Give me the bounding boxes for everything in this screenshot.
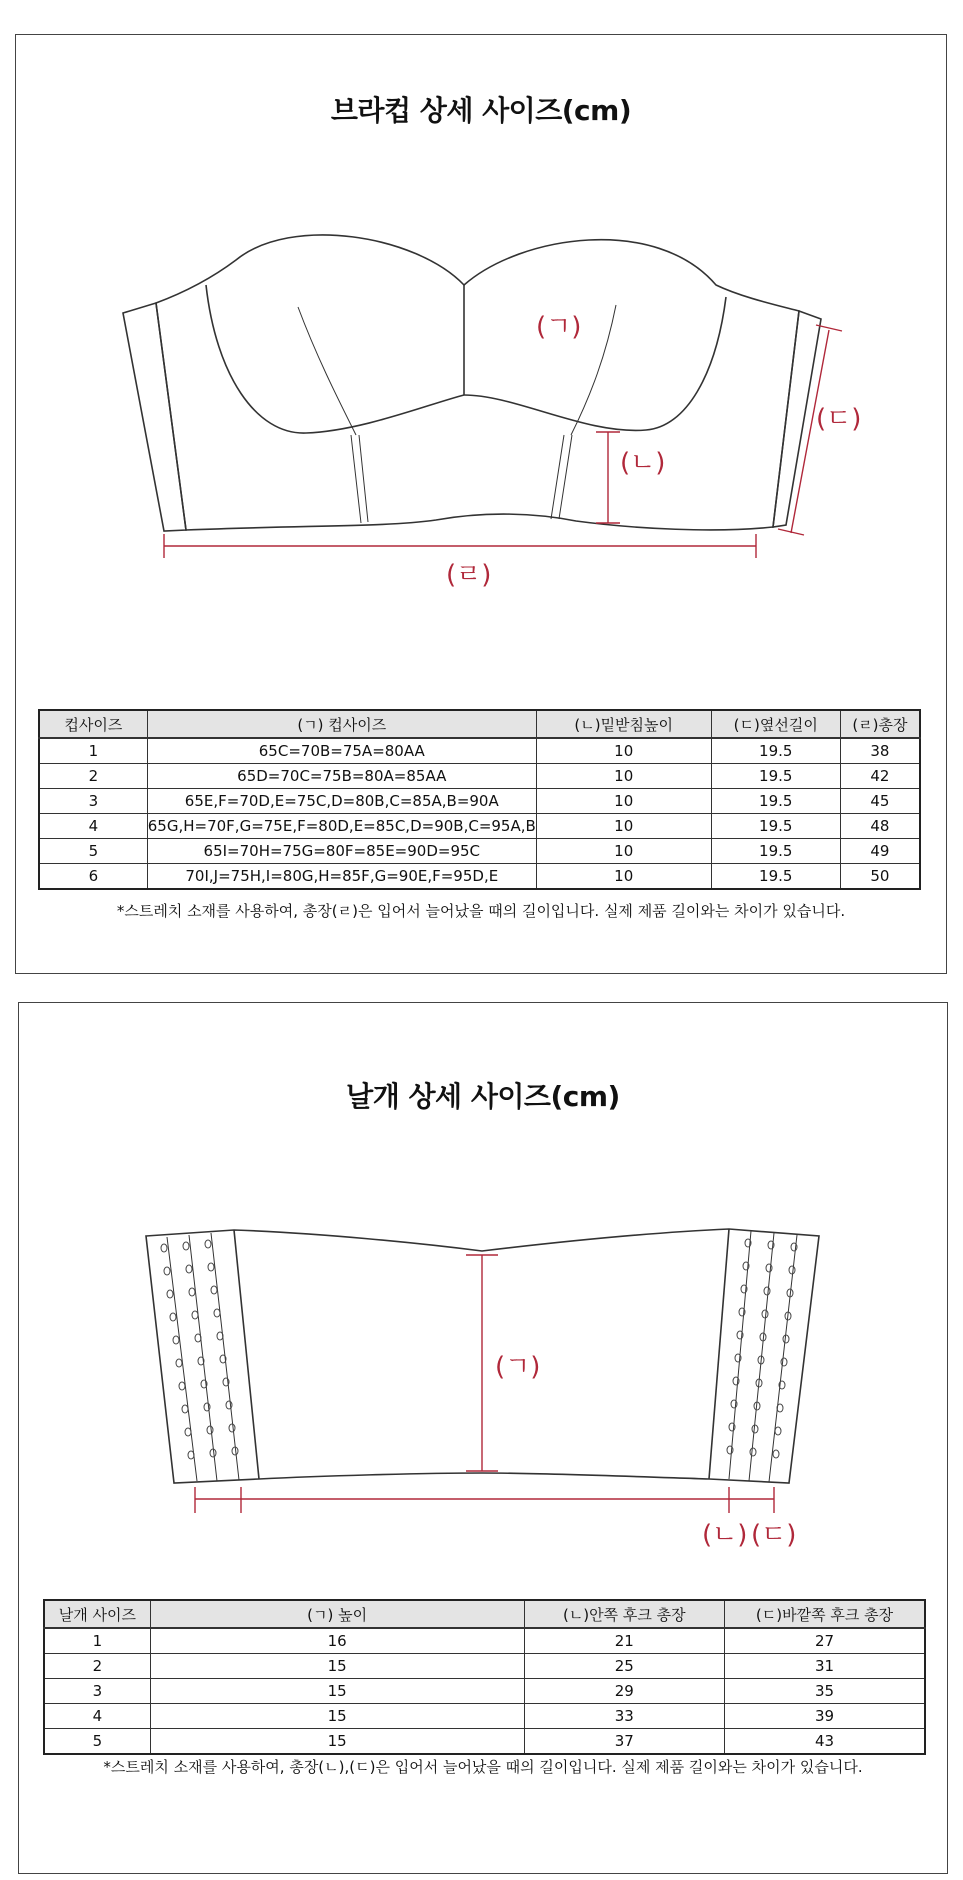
bra-dim-b-line — [596, 432, 620, 523]
bra-header-d: (ㄹ)총장 — [840, 710, 920, 738]
table-cell: 43 — [725, 1729, 925, 1755]
table-cell: 16 — [150, 1628, 524, 1654]
table-cell: 4 — [39, 814, 147, 839]
table-cell: 2 — [44, 1654, 150, 1679]
table-cell: 49 — [840, 839, 920, 864]
bra-right-side-panel — [773, 311, 821, 527]
bra-header-cup-size: 컵사이즈 — [39, 710, 147, 738]
table-cell: 10 — [536, 839, 711, 864]
table-row — [39, 764, 920, 789]
table-cell: 21 — [524, 1628, 724, 1654]
table-cell: 65E,F=70D,E=75C,D=80B,C=85A,B=90A — [147, 789, 536, 814]
wing-dim-bc-line — [195, 1487, 774, 1513]
bra-header-b: (ㄴ)밑받침높이 — [536, 710, 711, 738]
bra-stretch-note: *스트레치 소재를 사용하여, 총장(ㄹ)은 입어서 늘어났을 때의 길이입니다. 실제 제품 길이와는 차이가 있습니다. — [116, 902, 846, 920]
table-cell: 5 — [44, 1729, 150, 1755]
table-row — [39, 814, 920, 839]
table-cell: 27 — [725, 1628, 925, 1654]
table-cell: 50 — [840, 864, 920, 890]
table-cell: 65I=70H=75G=80F=85E=90D=95C — [147, 839, 536, 864]
table-cell: 15 — [150, 1654, 524, 1679]
table-cell: 45 — [840, 789, 920, 814]
bra-table-header-row — [39, 710, 920, 738]
table-row — [44, 1679, 925, 1704]
table-row — [44, 1628, 925, 1654]
wing-label-c: (ㄷ) — [751, 1520, 797, 1550]
table-cell: 2 — [39, 764, 147, 789]
table-cell: 48 — [840, 814, 920, 839]
table-cell: 31 — [725, 1654, 925, 1679]
table-cell: 10 — [536, 814, 711, 839]
bra-left-cup-inner — [298, 307, 356, 435]
wing-header-a: (ㄱ) 높이 — [150, 1600, 524, 1628]
table-cell: 6 — [39, 864, 147, 890]
bra-left-cup-curve — [206, 285, 464, 433]
table-cell: 19.5 — [711, 864, 840, 890]
table-cell: 19.5 — [711, 814, 840, 839]
wing-dim-a-line — [466, 1255, 498, 1471]
table-cell: 42 — [840, 764, 920, 789]
wing-header-c: (ㄷ)바깥쪽 후크 총장 — [725, 1600, 925, 1628]
table-row — [44, 1704, 925, 1729]
table-cell: 33 — [524, 1704, 724, 1729]
table-cell: 5 — [39, 839, 147, 864]
wing-size-title: 날개 상세 사이즈(cm) — [346, 1080, 620, 1113]
bra-header-a: (ㄱ) 컵사이즈 — [147, 710, 536, 738]
table-cell: 65D=70C=75B=80A=85AA — [147, 764, 536, 789]
table-row — [39, 789, 920, 814]
table-cell: 19.5 — [711, 839, 840, 864]
wing-diagram — [19, 1003, 947, 1563]
bra-right-cup-curve — [464, 297, 726, 430]
table-cell: 10 — [536, 738, 711, 764]
table-cell: 15 — [150, 1704, 524, 1729]
bra-size-table — [38, 709, 921, 890]
table-cell: 65G,H=70F,G=75E,F=80D,E=85C,D=90B,C=95A,B — [147, 814, 536, 839]
wing-header-size: 날개 사이즈 — [44, 1600, 150, 1628]
bra-size-panel — [15, 34, 947, 974]
table-cell: 15 — [150, 1679, 524, 1704]
table-cell: 3 — [44, 1679, 150, 1704]
table-row — [44, 1654, 925, 1679]
table-row — [44, 1729, 925, 1755]
bra-right-boning — [551, 435, 572, 519]
bra-label-a: (ㄱ) — [536, 312, 582, 342]
table-row — [39, 864, 920, 890]
table-cell: 38 — [840, 738, 920, 764]
bra-dim-d-line — [164, 534, 756, 558]
table-cell: 4 — [44, 1704, 150, 1729]
table-cell: 70I,J=75H,I=80G,H=85F,G=90E,F=95D,E — [147, 864, 536, 890]
bra-left-side-panel — [123, 303, 186, 531]
table-cell: 19.5 — [711, 764, 840, 789]
table-cell: 29 — [524, 1679, 724, 1704]
table-cell: 10 — [536, 789, 711, 814]
bra-label-c: (ㄷ) — [816, 404, 862, 434]
wing-hook-eyes — [161, 1239, 797, 1459]
wing-header-b: (ㄴ)안쪽 후크 총장 — [524, 1600, 724, 1628]
table-row — [39, 839, 920, 864]
table-cell: 19.5 — [711, 738, 840, 764]
table-cell: 39 — [725, 1704, 925, 1729]
bra-label-d: (ㄹ) — [446, 560, 492, 590]
bra-left-boning — [351, 435, 368, 523]
bra-diagram — [16, 35, 946, 635]
bra-label-b: (ㄴ) — [620, 448, 666, 478]
wing-size-table — [43, 1599, 926, 1755]
table-cell: 1 — [44, 1628, 150, 1654]
wing-left-hook-columns — [167, 1233, 239, 1481]
table-cell: 15 — [150, 1729, 524, 1755]
table-cell: 10 — [536, 864, 711, 890]
table-cell: 19.5 — [711, 789, 840, 814]
table-cell: 3 — [39, 789, 147, 814]
wing-left-hook-border — [234, 1230, 259, 1479]
table-cell: 1 — [39, 738, 147, 764]
table-cell: 35 — [725, 1679, 925, 1704]
table-cell: 37 — [524, 1729, 724, 1755]
wing-right-hook-border — [709, 1229, 729, 1479]
wing-table-header-row — [44, 1600, 925, 1628]
table-cell: 65C=70B=75A=80AA — [147, 738, 536, 764]
wing-label-b: (ㄴ) — [702, 1520, 748, 1550]
wing-stretch-note: *스트레치 소재를 사용하여, 총장(ㄴ),(ㄷ)은 입어서 늘어났을 때의 길이입니다. 실제 제품 길이와는 차이가 있습니다. — [103, 1758, 863, 1776]
table-cell: 25 — [524, 1654, 724, 1679]
wing-label-a: (ㄱ) — [495, 1352, 541, 1382]
table-cell: 10 — [536, 764, 711, 789]
wing-size-panel — [18, 1002, 948, 1874]
table-row — [39, 738, 920, 764]
bra-header-c: (ㄷ)옆선길이 — [711, 710, 840, 738]
bra-size-title: 브라컵 상세 사이즈(cm) — [330, 94, 632, 127]
